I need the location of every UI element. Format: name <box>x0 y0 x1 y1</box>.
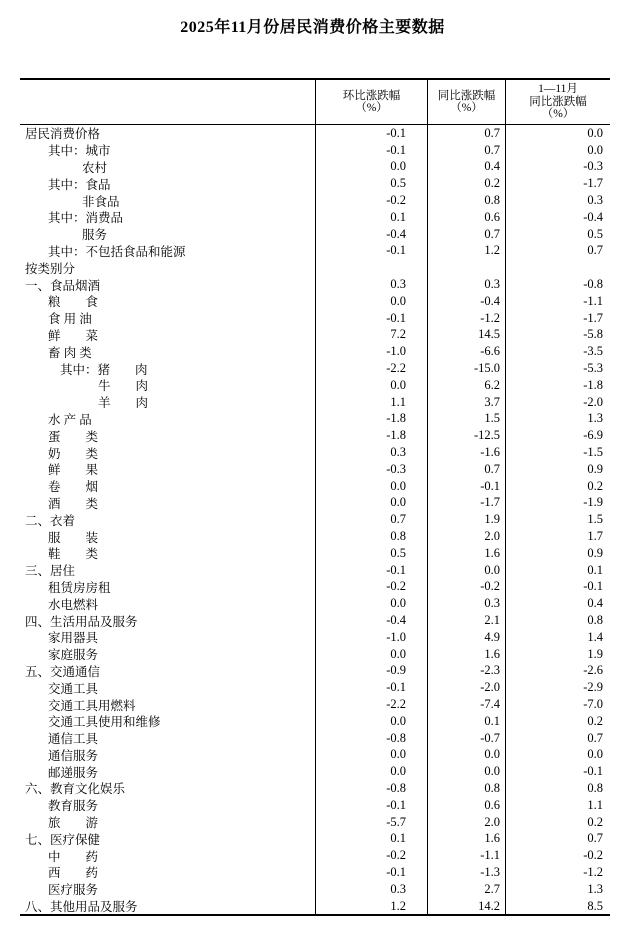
column-header-yoy <box>427 80 505 124</box>
table-row <box>20 478 610 495</box>
ytd-value: 1.1 <box>505 797 610 814</box>
table-row <box>20 545 610 562</box>
header-line: 环比涨跌幅 <box>342 89 401 102</box>
yoy-value <box>427 259 505 276</box>
mom-value: -0.3 <box>315 461 427 478</box>
row-label: 租赁房房租 <box>48 580 111 595</box>
yoy-value: 0.1 <box>427 713 505 730</box>
yoy-value: 2.0 <box>427 814 505 831</box>
table-row <box>20 663 610 680</box>
table-row <box>20 209 610 226</box>
row-label: 通信服务 <box>48 748 99 763</box>
table-row <box>20 864 610 881</box>
row-label: 八、其他用品及服务 <box>25 900 138 915</box>
yoy-value: 0.7 <box>427 125 505 142</box>
ytd-value: -2.6 <box>505 663 610 680</box>
cpi-table <box>20 78 610 916</box>
table-row <box>20 495 610 512</box>
mom-value: -0.8 <box>315 780 427 797</box>
column-header-labels <box>20 80 315 124</box>
ytd-value: -0.2 <box>505 847 610 864</box>
yoy-value: -1.1 <box>427 847 505 864</box>
yoy-value: -12.5 <box>427 427 505 444</box>
ytd-value: 0.8 <box>505 612 610 629</box>
ytd-value: -7.0 <box>505 696 610 713</box>
mom-value: -0.8 <box>315 730 427 747</box>
table-row <box>20 629 610 646</box>
mom-value: -0.4 <box>315 612 427 629</box>
table-row <box>20 343 610 360</box>
table-row <box>20 411 610 428</box>
row-label: 交通工具用燃料 <box>48 698 136 713</box>
mom-value: 0.5 <box>315 175 427 192</box>
mom-value: 0.0 <box>315 293 427 310</box>
table-row <box>20 696 610 713</box>
yoy-value: 0.0 <box>427 562 505 579</box>
row-label: 奶 类 <box>48 446 99 461</box>
row-label: 其中：城市 <box>48 144 111 159</box>
ytd-value: -0.4 <box>505 209 610 226</box>
mom-value: 1.2 <box>315 898 427 915</box>
ytd-value: 0.5 <box>505 226 610 243</box>
ytd-value: 1.4 <box>505 629 610 646</box>
table-row <box>20 276 610 293</box>
ytd-value: -1.5 <box>505 444 610 461</box>
ytd-value: 0.9 <box>505 545 610 562</box>
table-row <box>20 377 610 394</box>
mom-value: -0.1 <box>315 864 427 881</box>
ytd-value: -1.1 <box>505 293 610 310</box>
table-row <box>20 159 610 176</box>
header-line: （%） <box>541 108 575 121</box>
row-label: 中 药 <box>48 849 99 864</box>
yoy-value: 0.0 <box>427 763 505 780</box>
mom-value: -0.1 <box>315 310 427 327</box>
row-label: 四、生活用品及服务 <box>25 614 138 629</box>
yoy-value: 0.6 <box>427 209 505 226</box>
ytd-value: 1.3 <box>505 411 610 428</box>
mom-value: -0.1 <box>315 125 427 142</box>
mom-value: -0.1 <box>315 797 427 814</box>
row-label: 家庭服务 <box>48 648 99 663</box>
mom-value: -1.8 <box>315 411 427 428</box>
mom-value: -2.2 <box>315 696 427 713</box>
ytd-value: 0.2 <box>505 814 610 831</box>
row-label: 通信工具 <box>48 732 99 747</box>
table-row <box>20 175 610 192</box>
table-row <box>20 830 610 847</box>
row-label: 一、食品烟酒 <box>25 278 101 293</box>
yoy-value: 14.5 <box>427 327 505 344</box>
ytd-value: -1.8 <box>505 377 610 394</box>
yoy-value: 0.7 <box>427 226 505 243</box>
row-label: 邮递服务 <box>48 765 99 780</box>
ytd-value: -3.5 <box>505 343 610 360</box>
row-label: 家用器具 <box>48 631 99 646</box>
yoy-value: 6.2 <box>427 377 505 394</box>
yoy-value: -7.4 <box>427 696 505 713</box>
yoy-value: -2.3 <box>427 663 505 680</box>
row-label: 教育服务 <box>48 799 99 814</box>
table-row <box>20 847 610 864</box>
yoy-value: -1.7 <box>427 495 505 512</box>
mom-value: 7.2 <box>315 327 427 344</box>
ytd-value: 0.0 <box>505 142 610 159</box>
table-row <box>20 595 610 612</box>
ytd-value: -1.9 <box>505 495 610 512</box>
table-row <box>20 562 610 579</box>
table-row <box>20 763 610 780</box>
table-row <box>20 579 610 596</box>
ytd-value: 0.4 <box>505 595 610 612</box>
table-row <box>20 427 610 444</box>
yoy-value: 0.0 <box>427 746 505 763</box>
row-label: 牛 肉 <box>98 379 149 394</box>
table-row <box>20 528 610 545</box>
row-label: 六、教育文化娱乐 <box>25 782 126 797</box>
yoy-value: -1.3 <box>427 864 505 881</box>
mom-value: 1.1 <box>315 394 427 411</box>
yoy-value: 1.6 <box>427 545 505 562</box>
yoy-value: -0.1 <box>427 478 505 495</box>
mom-value: 0.0 <box>315 763 427 780</box>
row-label: 交通工具使用和维修 <box>48 715 161 730</box>
row-label: 西 药 <box>48 866 99 881</box>
row-label: 鲜 果 <box>48 463 99 478</box>
ytd-value: -0.1 <box>505 579 610 596</box>
mom-value: 0.0 <box>315 746 427 763</box>
mom-value: 0.1 <box>315 209 427 226</box>
yoy-value: 1.6 <box>427 830 505 847</box>
table-row <box>20 142 610 159</box>
ytd-value: -0.8 <box>505 276 610 293</box>
row-label: 鲜 菜 <box>48 328 99 343</box>
mom-value: 0.3 <box>315 444 427 461</box>
table-row <box>20 192 610 209</box>
mom-value: -1.8 <box>315 427 427 444</box>
row-label: 食 用 油 <box>48 312 92 327</box>
table-row <box>20 898 610 915</box>
yoy-value: 0.7 <box>427 461 505 478</box>
ytd-value: 0.0 <box>505 125 610 142</box>
row-label: 其中：不包括食品和能源 <box>48 244 186 259</box>
ytd-value: 0.2 <box>505 478 610 495</box>
ytd-value: -0.1 <box>505 763 610 780</box>
ytd-value: -5.3 <box>505 360 610 377</box>
row-label: 农村 <box>82 161 108 175</box>
row-label: 其中：食品 <box>48 177 111 192</box>
page-title: 2025年11月份居民消费价格主要数据 <box>180 19 445 36</box>
mom-value: 0.0 <box>315 713 427 730</box>
table-row <box>20 797 610 814</box>
yoy-value: 0.3 <box>427 276 505 293</box>
row-label: 旅 游 <box>48 816 99 831</box>
table-row <box>20 612 610 629</box>
row-label: 其中：消费品 <box>48 211 124 226</box>
ytd-value: 0.0 <box>505 746 610 763</box>
yoy-value: 0.2 <box>427 175 505 192</box>
mom-value: -1.0 <box>315 343 427 360</box>
header-line: 同比涨跌幅 <box>529 95 587 108</box>
yoy-value: 2.0 <box>427 528 505 545</box>
row-label: 七、医疗保健 <box>25 832 101 847</box>
row-label: 交通工具 <box>48 681 99 696</box>
ytd-value: -6.9 <box>505 427 610 444</box>
header-line: （%） <box>450 102 483 114</box>
yoy-value: 1.5 <box>427 411 505 428</box>
yoy-value: -6.6 <box>427 343 505 360</box>
mom-value: -0.9 <box>315 663 427 680</box>
row-label: 粮 食 <box>48 295 99 310</box>
mom-value: -0.1 <box>315 562 427 579</box>
yoy-value: 14.2 <box>427 898 505 915</box>
mom-value: 0.0 <box>315 159 427 176</box>
yoy-value: -0.4 <box>427 293 505 310</box>
row-label: 三、居住 <box>25 564 76 579</box>
mom-value: 0.0 <box>315 646 427 663</box>
ytd-value: -1.7 <box>505 310 610 327</box>
row-label: 医疗服务 <box>48 883 99 898</box>
yoy-value: -15.0 <box>427 360 505 377</box>
ytd-value: 0.8 <box>505 780 610 797</box>
mom-value: 0.0 <box>315 478 427 495</box>
mom-value: -2.2 <box>315 360 427 377</box>
row-label: 非食品 <box>82 194 120 209</box>
yoy-value: 4.9 <box>427 629 505 646</box>
table-row <box>20 226 610 243</box>
ytd-value: 0.7 <box>505 730 610 747</box>
mom-value: 0.7 <box>315 511 427 528</box>
table-row <box>20 444 610 461</box>
yoy-value: 1.6 <box>427 646 505 663</box>
mom-value: 0.3 <box>315 881 427 898</box>
mom-value: -5.7 <box>315 814 427 831</box>
mom-value: 0.3 <box>315 276 427 293</box>
row-label: 服 装 <box>48 530 99 545</box>
yoy-value: -1.2 <box>427 310 505 327</box>
mom-value: -0.2 <box>315 847 427 864</box>
yoy-value: 2.7 <box>427 881 505 898</box>
ytd-value: 0.3 <box>505 192 610 209</box>
ytd-value: 1.7 <box>505 528 610 545</box>
mom-value: 0.0 <box>315 495 427 512</box>
row-label: 水 产 品 <box>48 412 92 427</box>
yoy-value: 3.7 <box>427 394 505 411</box>
column-header-mom <box>315 80 427 124</box>
ytd-value: -0.3 <box>505 159 610 176</box>
table-body <box>20 125 610 914</box>
row-label: 畜 肉 类 <box>48 345 92 360</box>
mom-value: 0.1 <box>315 830 427 847</box>
ytd-value: 0.7 <box>505 830 610 847</box>
table-row <box>20 243 610 260</box>
mom-value: -0.4 <box>315 226 427 243</box>
yoy-value: -2.0 <box>427 679 505 696</box>
table-row <box>20 679 610 696</box>
table-row <box>20 814 610 831</box>
table-row <box>20 713 610 730</box>
table-row <box>20 310 610 327</box>
table-row <box>20 746 610 763</box>
table-row <box>20 259 610 276</box>
mom-value: 0.0 <box>315 377 427 394</box>
mom-value: 0.8 <box>315 528 427 545</box>
yoy-value: 0.3 <box>427 595 505 612</box>
row-label: 居民消费价格 <box>25 127 101 142</box>
yoy-value: 0.4 <box>427 159 505 176</box>
table-row <box>20 511 610 528</box>
row-label: 其中：猪 肉 <box>60 362 148 377</box>
row-label: 二、衣着 <box>25 513 76 528</box>
yoy-value: -0.7 <box>427 730 505 747</box>
table-header <box>20 80 610 125</box>
ytd-value: 1.5 <box>505 511 610 528</box>
table-row <box>20 360 610 377</box>
ytd-value: -2.9 <box>505 679 610 696</box>
row-label: 羊 肉 <box>98 396 149 411</box>
mom-value: 0.5 <box>315 545 427 562</box>
ytd-value: -1.2 <box>505 864 610 881</box>
table-row <box>20 730 610 747</box>
yoy-value: 2.1 <box>427 612 505 629</box>
yoy-value: 1.2 <box>427 243 505 260</box>
header-line: （%） <box>355 102 388 114</box>
header-line: 同比涨跌幅 <box>437 89 496 102</box>
yoy-value: 0.7 <box>427 142 505 159</box>
ytd-value: 1.9 <box>505 646 610 663</box>
ytd-value: 0.7 <box>505 243 610 260</box>
table-row <box>20 780 610 797</box>
mom-value: -0.2 <box>315 192 427 209</box>
ytd-value: 0.2 <box>505 713 610 730</box>
ytd-value: -2.0 <box>505 394 610 411</box>
row-label: 服务 <box>82 228 108 243</box>
yoy-value: 0.8 <box>427 780 505 797</box>
ytd-value: 0.9 <box>505 461 610 478</box>
table-row <box>20 461 610 478</box>
row-label: 蛋 类 <box>48 429 99 444</box>
column-header-ytd <box>505 80 610 124</box>
ytd-value: -5.8 <box>505 327 610 344</box>
table-row <box>20 646 610 663</box>
row-label: 酒 类 <box>48 496 99 511</box>
ytd-value: 0.1 <box>505 562 610 579</box>
table-row <box>20 293 610 310</box>
mom-value: -0.2 <box>315 579 427 596</box>
table-row <box>20 125 610 142</box>
row-label: 五、交通通信 <box>25 664 101 679</box>
mom-value: -0.1 <box>315 142 427 159</box>
yoy-value: -1.6 <box>427 444 505 461</box>
yoy-value: 0.6 <box>427 797 505 814</box>
yoy-value: 0.8 <box>427 192 505 209</box>
header-line: 1—11月 <box>538 83 578 96</box>
table-row <box>20 394 610 411</box>
mom-value: -0.1 <box>315 243 427 260</box>
row-label: 卷 烟 <box>48 480 99 495</box>
mom-value: 0.0 <box>315 595 427 612</box>
table-row <box>20 327 610 344</box>
yoy-value: -0.2 <box>427 579 505 596</box>
mom-value: -1.0 <box>315 629 427 646</box>
row-label: 按类别分 <box>25 261 76 276</box>
row-label: 水电燃料 <box>48 597 99 612</box>
mom-value: -0.1 <box>315 679 427 696</box>
ytd-value <box>505 259 610 276</box>
row-label: 鞋 类 <box>48 547 99 562</box>
ytd-value: 8.5 <box>505 898 610 915</box>
ytd-value: -1.7 <box>505 175 610 192</box>
mom-value <box>315 259 427 276</box>
yoy-value: 1.9 <box>427 511 505 528</box>
ytd-value: 1.3 <box>505 881 610 898</box>
table-row <box>20 881 610 898</box>
